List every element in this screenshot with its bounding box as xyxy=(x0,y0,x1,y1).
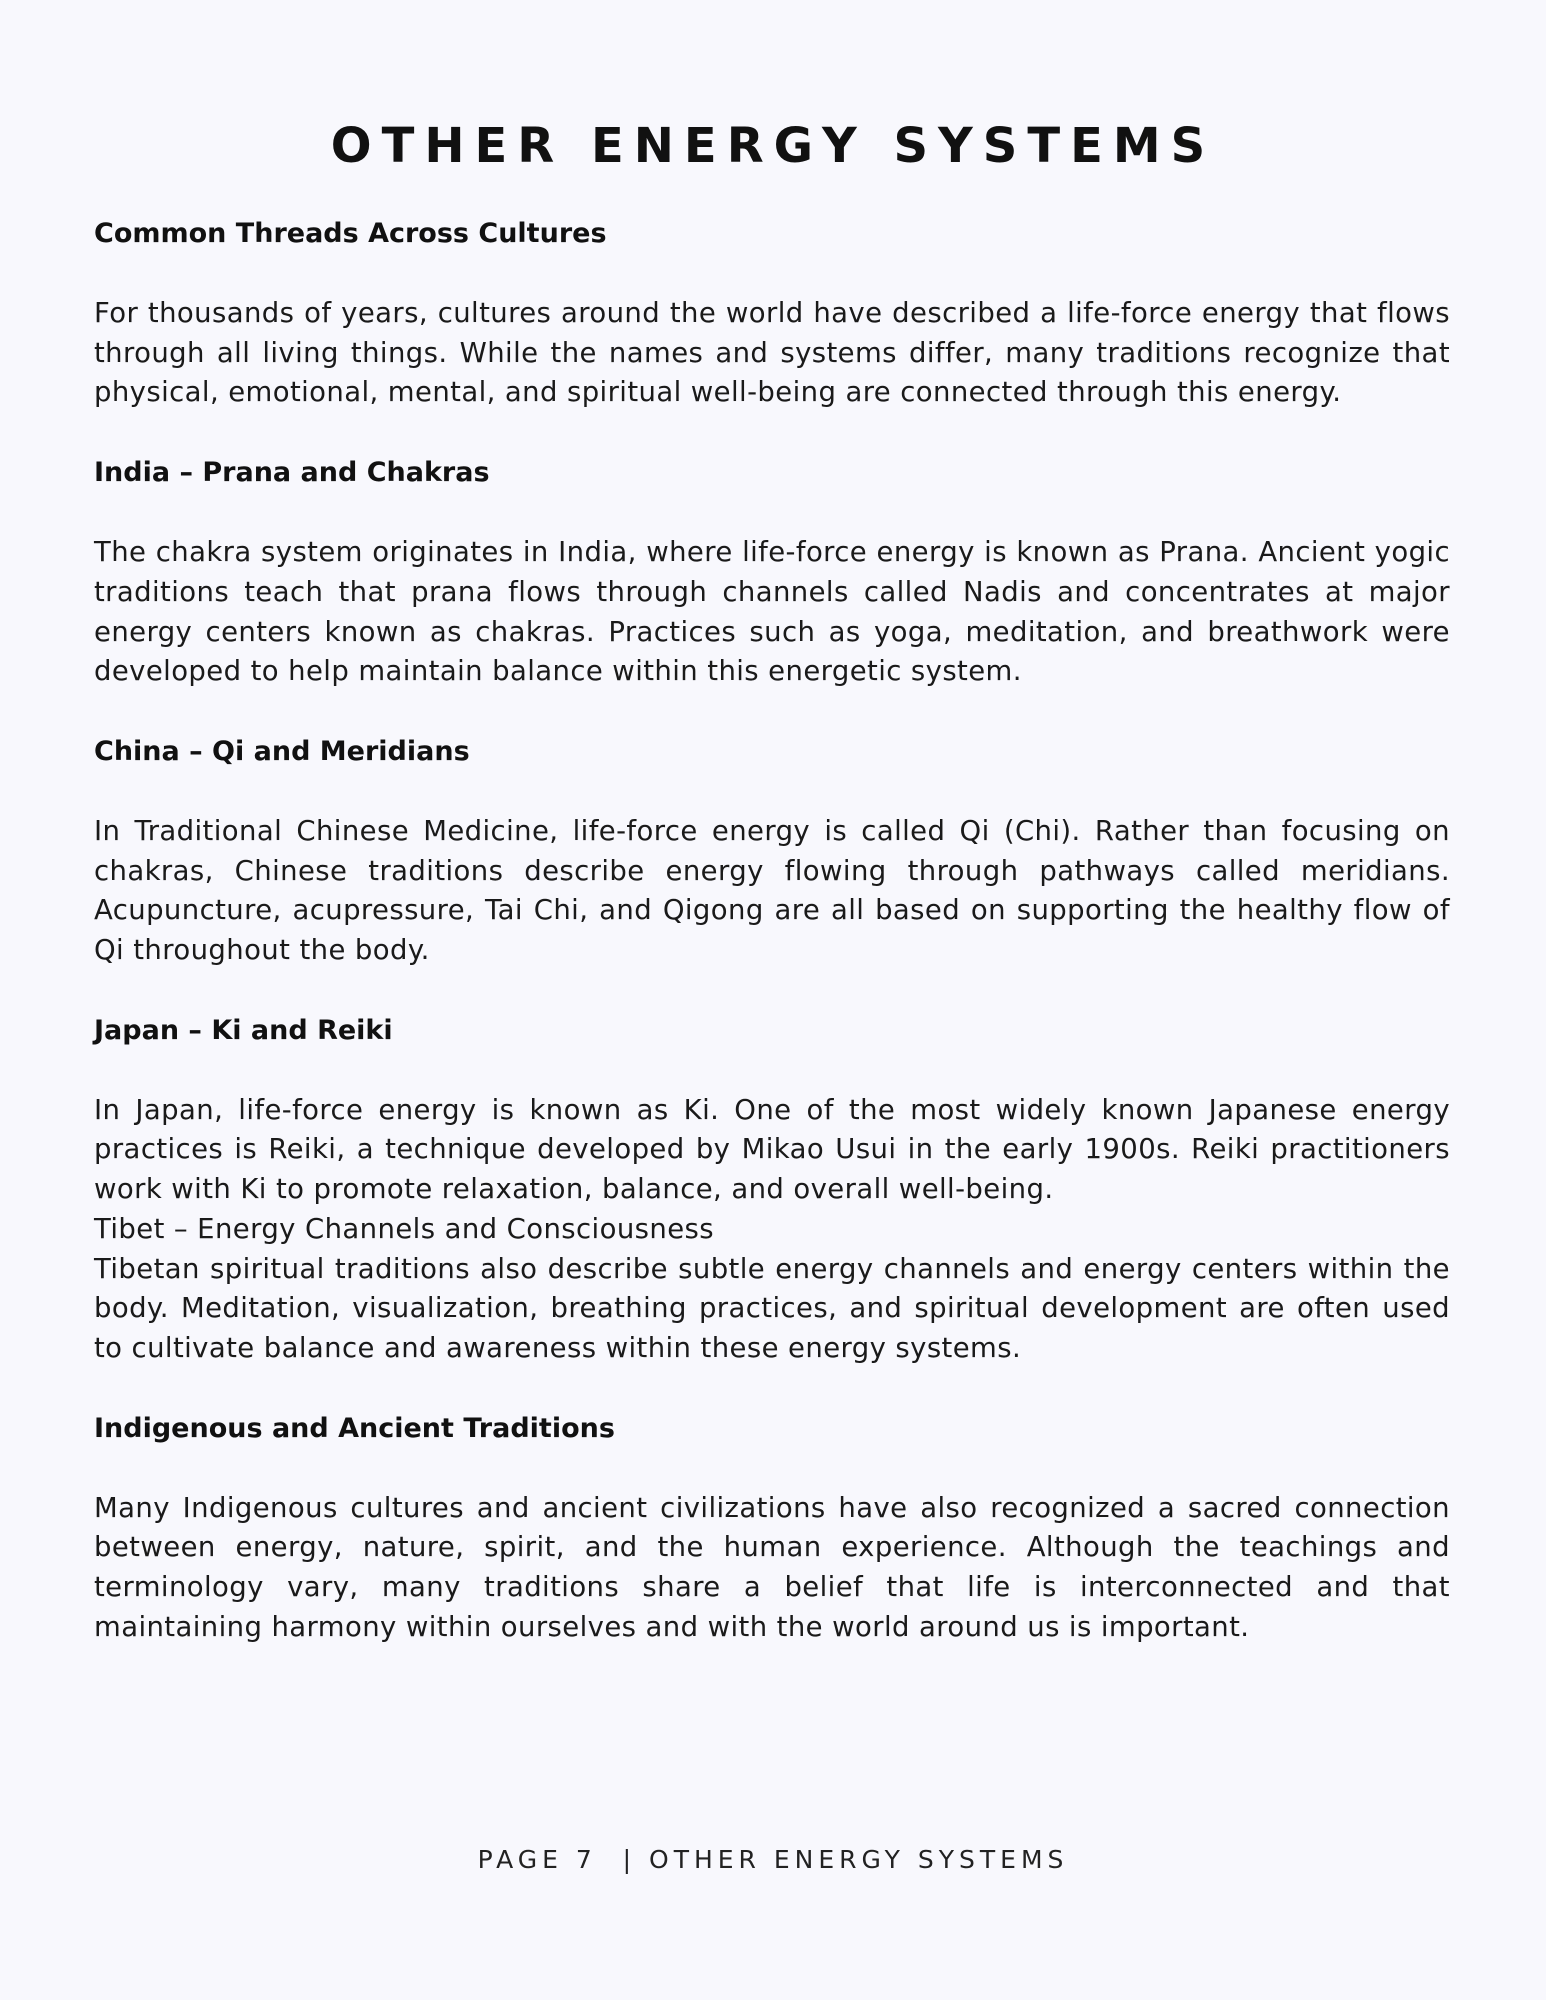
section-body-indigenous: Many Indigenous cultures and ancient civilizations have also recognized a sacred connection between energy, nature, spirit, and the human experience. Although the teachings and terminology vary, many traditions share a belief that life is interconnected and that maintaining harmony within ourselves and with the world around us is important. xyxy=(94,1491,1450,1643)
section-heading-common: Common Threads Across Cultures xyxy=(94,218,607,249)
section-body-china: In Traditional Chinese Medicine, life-force energy is called Qi (Chi). Rather than focusing on chakras, Chinese traditions describe energy flowing through pathways called meridians. Acupuncture, acupressure, Tai Chi, and Qigong are all based on supporting the healthy flow of Qi throughout the body. xyxy=(94,814,1450,967)
page-footer: PAGE 7 | OTHER ENERGY SYSTEMS xyxy=(477,1845,1069,1874)
section-body-common: For thousands of years, cultures around the world have described a life-force energy that flows through all living things. While the names and systems differ, many traditions recognize that physical, emotional, mental, and spiritual well-being are connected through this energy. xyxy=(94,297,1450,409)
section-body-india: The chakra system originates in India, where life-force energy is known as Prana. Ancient yogic traditions teach that prana flows through channels called Nadis and concentrates at major energy centers known as chakras. Practices such as yoga, meditation, and breathwork were developed to help maintain balance within this energetic system. xyxy=(94,536,1450,688)
section-heading-indigenous: Indigenous and Ancient Traditions xyxy=(94,1412,615,1444)
page-title: OTHER ENERGY SYSTEMS xyxy=(330,118,1216,174)
section-heading-tibet: Tibet – Energy Channels and Consciousness xyxy=(94,1212,714,1245)
section-body-japan: In Japan, life-force energy is known as Ki. One of the most widely known Japanese energy practices is Reiki, a technique developed by Mikao Usui in the early 1900s. Reiki practitioners work with Ki to promote relaxation, balance, and overall well-being. xyxy=(94,1093,1450,1206)
section-heading-japan: Japan – Ki and Reiki xyxy=(94,1014,393,1046)
section-heading-china: China – Qi and Meridians xyxy=(94,735,470,767)
page-content xyxy=(94,214,1450,1687)
section-body-tibet: Tibetan spiritual traditions also describe subtle energy channels and energy centers within the body. Meditation, visualization, breathing practices, and spiritual development are often used to cultivate balance and awareness within these energy systems. xyxy=(94,1252,1450,1364)
section-heading-india: India – Prana and Chakras xyxy=(94,457,490,489)
